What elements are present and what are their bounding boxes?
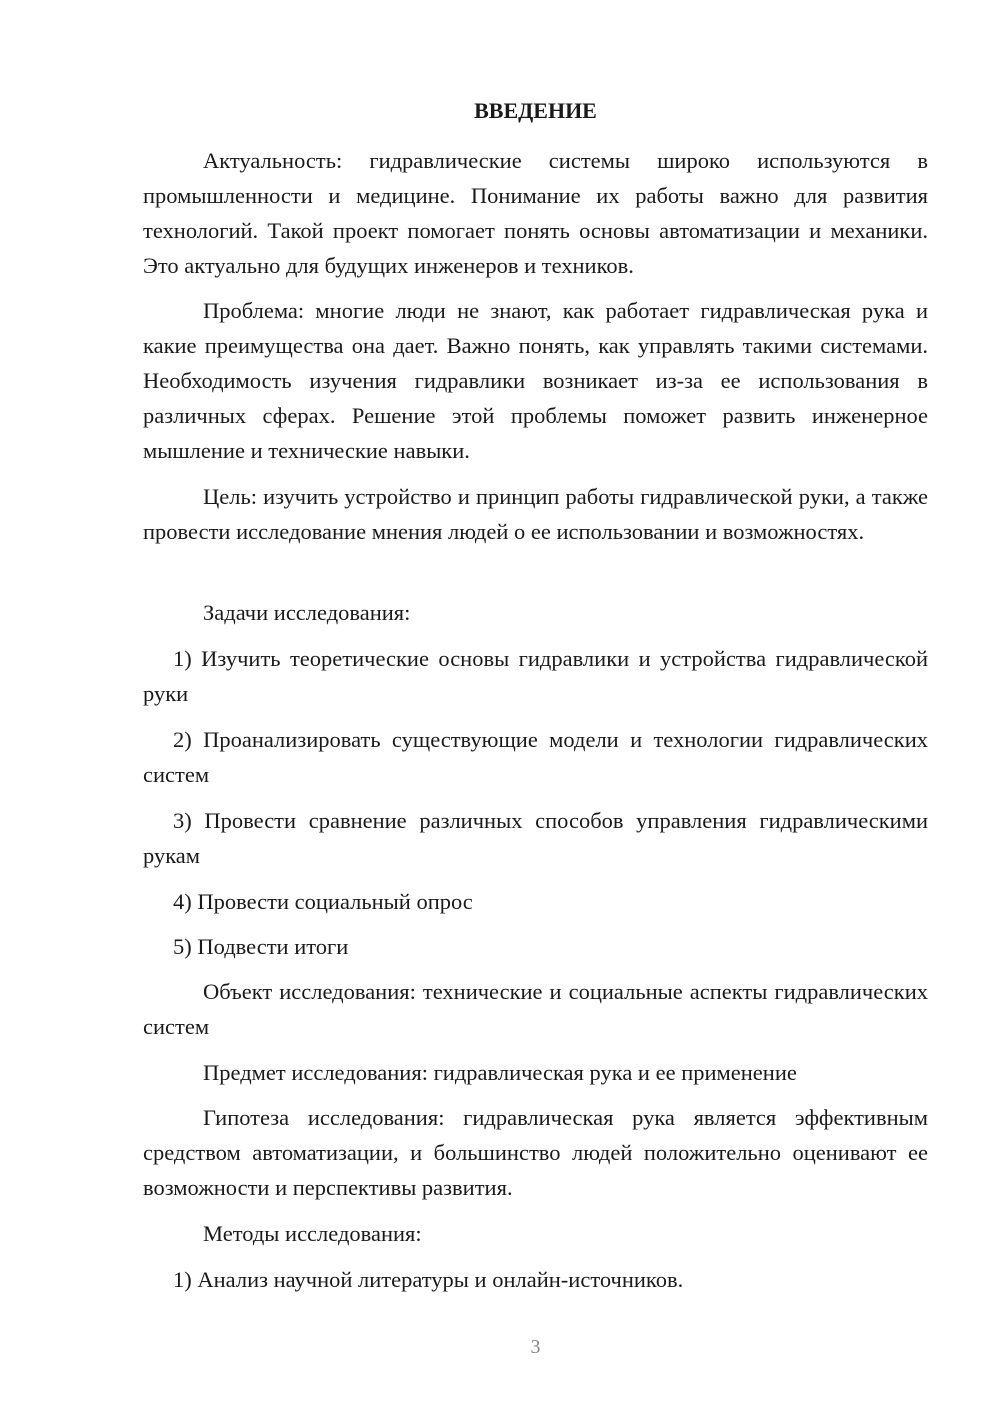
page-number: 3 <box>530 1336 541 1358</box>
methods-heading: Методы исследования: <box>203 1221 422 1246</box>
task-item-2: 2) Проанализировать существующие модели и технологии гидравлических систем <box>143 727 928 787</box>
paragraph-relevance: Актуальность: гидравлические системы широко используются в промышленности и медицине. Понимание их работы важно для развития технологий. Такой проект помогает понять основы автоматизации и механики. Это актуально для будущих инженеров и техников. <box>143 148 928 278</box>
paragraph-hypothesis: Гипотеза исследования: гидравлическая рука является эффективным средством автоматизации, и большинство людей положительно оценивают ее возможности и перспективы развития. <box>143 1105 928 1200</box>
paragraph-goal: Цель: изучить устройство и принцип работы гидравлической руки, а также провести исследование мнения людей о ее использовании и возможностях. <box>143 484 928 544</box>
document-title: ВВЕДЕНИЕ <box>474 98 597 123</box>
task-item-3: 3) Провести сравнение различных способов управления гидравлическими рукам <box>143 808 928 868</box>
paragraph-subject: Предмет исследования: гидравлическая рука и ее применение <box>203 1060 797 1085</box>
task-item-1: 1) Изучить теоретические основы гидравлики и устройства гидравлической руки <box>143 646 928 706</box>
task-item-4: 4) Провести социальный опрос <box>173 889 473 914</box>
method-item-1: 1) Анализ научной литературы и онлайн-источников. <box>173 1267 684 1292</box>
tasks-heading: Задачи исследования: <box>203 600 411 625</box>
paragraph-object: Объект исследования: технические и социальные аспекты гидравлических систем <box>143 979 928 1039</box>
paragraph-problem: Проблема: многие люди не знают, как работает гидравлическая рука и какие преимущества она дает. Важно понять, как управлять такими системами. Необходимость изучения гидравлики возникает из-за ее использования в различных сферах. Решение этой проблемы поможет развить инженерное мышление и технические навыки. <box>143 298 928 463</box>
task-item-5: 5) Подвести итоги <box>173 934 349 959</box>
document-page <box>143 0 928 1414</box>
